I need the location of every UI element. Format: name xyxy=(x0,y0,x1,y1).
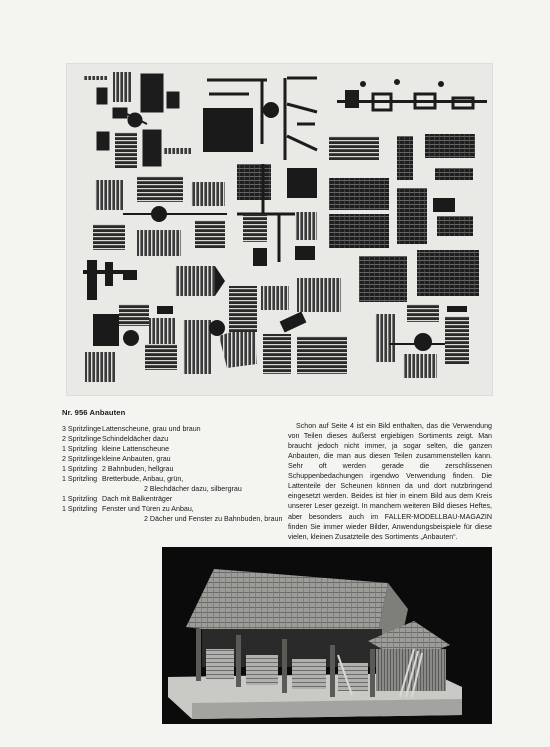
parts-list-item xyxy=(62,494,277,504)
sprue-parts-photo xyxy=(66,63,493,396)
sprue-parts-illustration xyxy=(67,64,492,395)
part-description-continuation: 2 Dächer und Fenster zu Bahnbuden, braun xyxy=(144,515,283,523)
item-heading: Nr. 956 Anbauten xyxy=(62,408,126,417)
part-quantity: 2 Spritzlinge xyxy=(62,455,102,463)
part-quantity: 1 Spritzling xyxy=(62,445,98,453)
parts-list-item xyxy=(62,464,277,474)
parts-list-item xyxy=(62,444,277,454)
part-description: kleine Lattenscheune xyxy=(102,445,170,453)
description-paragraph: Schon auf Seite 4 ist ein Bild enthalten, das die Verwendung von Teilen dieses äußerst ergiebigen Sortiments zeigt. Man braucht jedoch nicht immer, ja sogar selten, die ganzen Anbauten, die man aus diesen Teilen zusammenstellen kann. Sehr oft werden gerade die zerschlissenen Schuppenbedachungen irgendwo Verwendung finden. Die Lattenteile der Scheunen können da und dort nutzbringend eingesetzt werden. Beides ist hier in einem Bild aus dem Kreis unserer Leser gezeigt. In manchem weiteren Bild dieses Heftes, aber besonders auch im FALLER-MODELLBAU-MAGAZIN finden Sie immer wieder Bilder, Anwendungsbeispiele für diese vielen, kleinen Zusatzteile des Sortiments „Anbauten“. xyxy=(288,422,492,541)
parts-list-item xyxy=(62,434,277,444)
part-quantity: 1 Spritzling xyxy=(62,465,98,473)
part-description: kleine Anbauten, grau xyxy=(102,455,171,463)
part-description-continuation: 2 Blechdächer dazu, silbergrau xyxy=(144,485,242,493)
part-description: Lattenscheune, grau und braun xyxy=(102,425,201,433)
model-photo xyxy=(162,547,492,724)
part-description: Bretterbude, Anbau, grün, xyxy=(102,475,184,483)
part-quantity: 3 Spritzlinge xyxy=(62,425,102,433)
parts-list-item xyxy=(62,424,277,434)
part-quantity: 1 Spritzling xyxy=(62,495,98,503)
part-description: Dach mit Balkenträger xyxy=(102,495,173,503)
parts-list-item xyxy=(62,454,277,464)
parts-list-item xyxy=(62,474,277,484)
part-quantity: 1 Spritzling xyxy=(62,475,98,483)
part-description: Schindeldächer dazu xyxy=(102,435,169,443)
part-description: 2 Bahnbuden, hellgrau xyxy=(102,465,174,473)
parts-list xyxy=(62,424,283,524)
part-description: Fenster und Türen zu Anbau, xyxy=(102,505,194,513)
part-quantity: 1 Spritzling xyxy=(62,505,98,513)
part-quantity: 2 Spritzlinge xyxy=(62,435,102,443)
barn-model-illustration xyxy=(162,547,492,724)
parts-list-item xyxy=(62,504,277,514)
